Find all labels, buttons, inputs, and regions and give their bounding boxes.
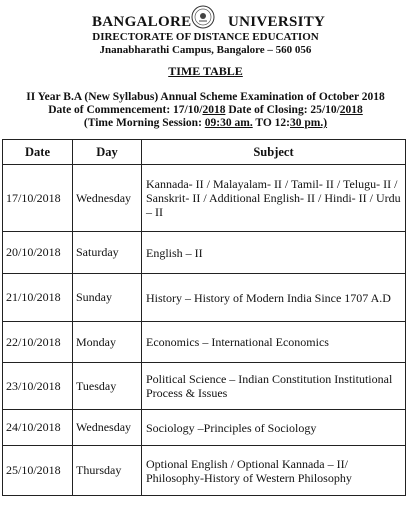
day-cell: Saturday [73,232,142,274]
date-cell: 17/10/2018 [3,165,73,232]
subject-cell: Sociology –Principles of Sociology [142,410,406,446]
table-header-row [3,140,406,165]
table-row [3,165,406,232]
day-cell: Monday [73,322,142,363]
date-cell: 22/10/2018 [3,322,73,363]
session-to: TO 12: [252,117,290,129]
subject-cell: Economics – International Economics [142,322,406,363]
subject-cell: Kannada- II / Malayalam- II / Tamil- II / Telugu- II / Sanskrit- II / Additional English- II / Hindi- II / Urdu – II [142,165,406,232]
day-cell: Tuesday [73,363,142,410]
session-end: 30 pm.) [290,117,328,129]
session-label: (Time Morning Session: [83,117,205,129]
directorate-line: DIRECTORATE OF DISTANCE EDUCATION [92,31,319,43]
column-header-date: Date [3,140,73,165]
page-title: TIME TABLE [168,64,243,78]
day-cell: Sunday [73,274,142,322]
subject-cell: Optional English / Optional Kannada – II/ Philosophy-History of Western Philosophy [142,446,406,496]
table-row [3,410,406,446]
closing-year: 2018 [339,104,363,116]
table-row [3,274,406,322]
university-name-left: BANGALORE [92,14,192,30]
university-seal-icon [190,4,216,30]
exam-dates [0,104,411,116]
table-row [3,446,406,496]
day-cell: Wednesday [73,165,142,232]
table-row [3,322,406,363]
exam-session [0,117,411,129]
session-start: 09:30 am. [204,117,253,129]
date-cell: 24/10/2018 [3,410,73,446]
timetable [2,139,406,496]
table-row [3,232,406,274]
subject-cell: English – II [142,232,406,274]
column-header-day: Day [73,140,142,165]
exam-title: II Year B.A (New Syllabus) Annual Scheme Examination of October 2018 [26,91,385,103]
subject-cell: Political Science – Indian Constitution Institutional Process & Issues [142,363,406,410]
subject-cell: History – History of Modern India Since 1707 A.D [142,274,406,322]
day-cell: Wednesday [73,410,142,446]
closing-label: Date of Closing: 25/10/ [225,104,340,116]
date-cell: 20/10/2018 [3,232,73,274]
day-cell: Thursday [73,446,142,496]
commencement-label: Date of Commencement: 17/10/ [48,104,203,116]
campus-address: Jnanabharathi Campus, Bangalore – 560 056 [99,44,312,56]
date-cell: 25/10/2018 [3,446,73,496]
column-header-subject: Subject [142,140,406,165]
date-cell: 21/10/2018 [3,274,73,322]
date-cell: 23/10/2018 [3,363,73,410]
university-name-right: UNIVERSITY [228,14,326,30]
commencement-year: 2018 [202,104,226,116]
table-row [3,363,406,410]
